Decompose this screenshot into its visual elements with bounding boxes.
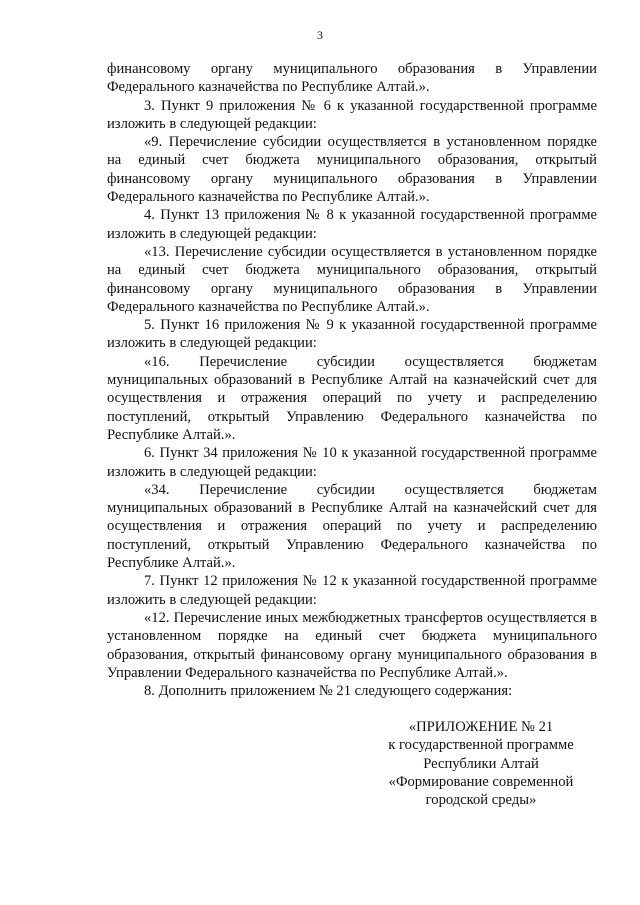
paragraph-quote-9: «9. Перечисление субсидии осуществляется в установленном порядке на единый счет бюджета муниципального образования, открытый финансовому органу муниципального образования в Управлении Федерального казначейства по Республике Алтай.». (107, 134, 597, 206)
paragraph-item-5: 5. Пункт 16 приложения № 9 к указанной государственной программе изложить в следующей редакции: (107, 317, 597, 352)
paragraph-quote-16: «16. Перечисление субсидии осуществляется бюджетам муниципальных образований в Республике Алтай на казначейский счет для осуществления и отражения операций по учету и распределению поступлений, открытый Управлению Федерального казначейства по Республике Алтай.». (107, 353, 597, 443)
paragraph-quote-34: «34. Перечисление субсидии осуществляется бюджетам муниципальных образований в Республике Алтай на казначейский счет для осуществления и отражения операций по учету и распределению поступлений, открытый Управлению Федерального казначейства по Республике Алтай.». (107, 481, 597, 572)
appendix-header (375, 718, 587, 809)
paragraph-item-6: 6. Пункт 34 приложения № 10 к указанной государственной программе изложить в следующей редакции: (107, 445, 597, 480)
appendix-line: к государственной программе (388, 737, 574, 754)
paragraph-continuation: финансовому органу муниципального образования в Управлении Федерального казначейства по Республике Алтай.». (107, 61, 597, 96)
document-body (107, 60, 597, 700)
paragraph-item-3: 3. Пункт 9 приложения № 6 к указанной государственной программе изложить в следующей редакции: (107, 97, 597, 132)
paragraph-item-7: 7. Пункт 12 приложения № 12 к указанной государственной программе изложить в следующей редакции: (107, 573, 597, 608)
appendix-line: городской среды» (425, 792, 537, 809)
paragraph-quote-12: «12. Перечисление иных межбюджетных трансфертов осуществляется в установленном порядке на единый счет бюджета муниципального образования, открытый финансовому органу муниципального образования в Управлении Федерального казначейства по Республике Алтай.». (107, 609, 597, 681)
appendix-title: «ПРИЛОЖЕНИЕ № 21 (408, 719, 554, 735)
paragraph-item-8: 8. Дополнить приложением № 21 следующего содержания: (144, 683, 513, 700)
appendix-line: Республики Алтай (423, 755, 539, 772)
appendix-line: «Формирование современной (388, 773, 574, 790)
paragraph-item-4: 4. Пункт 13 приложения № 8 к указанной государственной программе изложить в следующей редакции: (107, 207, 597, 242)
paragraph-quote-13: «13. Перечисление субсидии осуществляется в установленном порядке на единый счет бюджета муниципального образования, открытый финансовому органу муниципального образования в Управлении Федерального казначейства по Республике Алтай.». (107, 243, 597, 315)
page-number: 3 (317, 28, 323, 42)
